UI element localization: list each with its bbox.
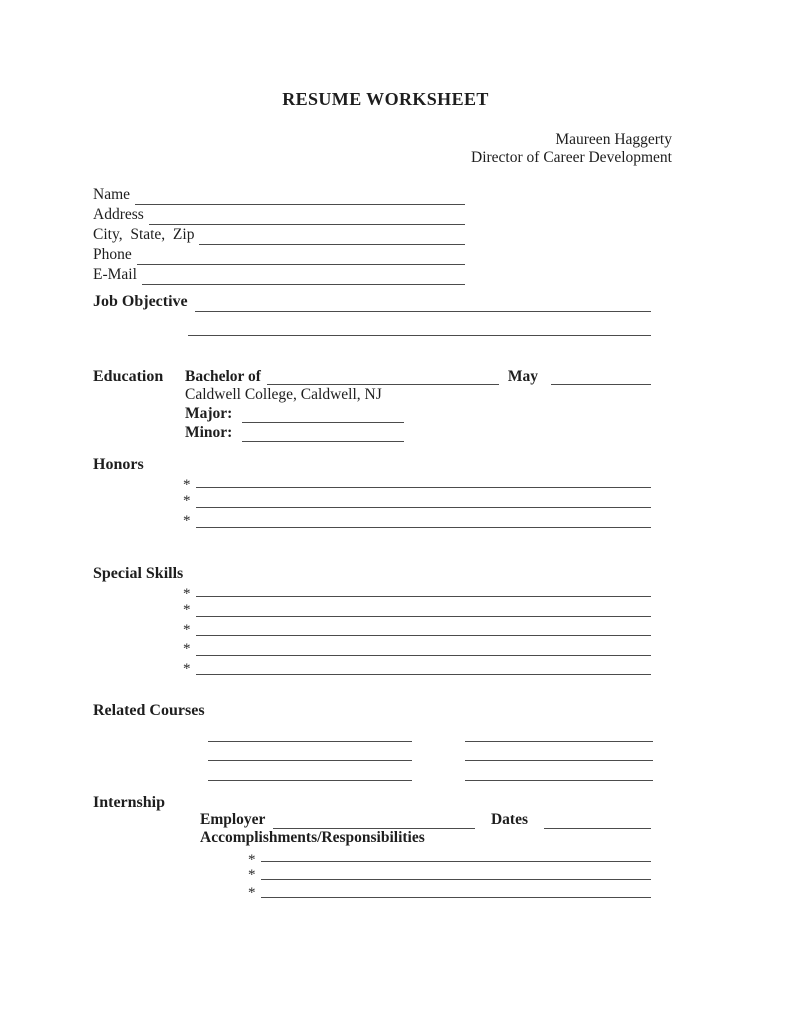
internship-bullet-row	[248, 847, 651, 868]
degree-fill-in-line	[267, 368, 499, 385]
education-section-label: Education	[93, 368, 164, 385]
email-field-label: E-Mail	[93, 266, 137, 283]
dates-label: Dates	[490, 811, 528, 828]
address-fill-in-line	[149, 205, 465, 225]
dates-fill-in-line	[544, 810, 651, 829]
accomplishments-label: Accomplishments/Responsibilities	[200, 829, 425, 846]
name-field-row	[93, 185, 465, 205]
honors-bullet-row	[183, 488, 651, 508]
minor-row	[185, 423, 651, 442]
special-skills-fill-in-line	[196, 581, 651, 597]
address-field-label: Address	[93, 206, 144, 223]
honors-fill-in-line	[196, 508, 651, 528]
name-field-label: Name	[93, 186, 131, 203]
related-courses-section	[93, 703, 651, 781]
asterisk-bullet: *	[183, 586, 191, 602]
address-field-row	[93, 205, 465, 225]
internship-bullet-row	[248, 880, 651, 901]
employer-label: Employer	[200, 811, 266, 828]
related-course-fill-in-line	[208, 761, 412, 781]
asterisk-bullet: *	[248, 867, 256, 883]
major-fill-in-line	[242, 404, 404, 423]
related-courses-section-label: Related Courses	[93, 702, 205, 719]
job-objective-row	[93, 292, 651, 312]
special-skills-bullet-row	[183, 636, 651, 656]
employer-dates-row	[200, 810, 651, 829]
related-courses-blank-lines	[208, 722, 651, 781]
honors-fill-in-line	[196, 472, 651, 488]
grad-month-label: May	[507, 368, 538, 385]
related-course-fill-in-line	[465, 722, 653, 742]
byline	[471, 131, 672, 166]
special-skills-section-label: Special Skills	[93, 565, 184, 582]
job-objective-section	[93, 292, 651, 336]
internship-fill-in-line	[261, 847, 651, 862]
asterisk-bullet: *	[183, 513, 191, 529]
city-state-zip-field-row	[93, 225, 465, 245]
employer-fill-in-line	[273, 810, 475, 829]
special-skills-bullet-row	[183, 617, 651, 637]
document-title: RESUME WORKSHEET	[282, 89, 489, 109]
asterisk-bullet: *	[183, 602, 191, 618]
asterisk-bullet: *	[248, 852, 256, 868]
honors-bullet-row	[183, 472, 651, 493]
special-skills-section	[93, 566, 651, 675]
name-fill-in-line	[135, 185, 465, 205]
asterisk-bullet: *	[183, 493, 191, 509]
school-name-text: Caldwell College, Caldwell, NJ	[185, 386, 382, 403]
minor-fill-in-line	[242, 423, 404, 442]
special-skills-fill-in-line	[196, 656, 651, 676]
asterisk-bullet: *	[183, 660, 191, 677]
special-skills-fill-in-line	[196, 597, 651, 617]
job-objective-label: Job Objective	[93, 293, 188, 310]
honors-bullet-row	[183, 508, 651, 528]
education-section	[93, 368, 651, 442]
email-field-row	[93, 265, 465, 285]
honors-blank-lines	[183, 472, 651, 528]
internship-section	[93, 794, 651, 901]
city-state-zip-fill-in-line	[199, 225, 465, 245]
internship-bullet-row	[248, 862, 651, 883]
city-state-zip-field-label: City, State, Zip	[93, 226, 195, 243]
special-skills-bullet-row	[183, 597, 651, 617]
special-skills-fill-in-line	[196, 636, 651, 656]
education-content	[185, 368, 651, 442]
contact-section	[93, 185, 465, 285]
special-skills-bullet-row	[183, 581, 651, 602]
major-label: Major:	[185, 405, 233, 422]
job-objective-fill-in-line	[195, 292, 651, 312]
related-course-fill-in-line	[465, 761, 653, 781]
job-objective-fill-in-line-2	[188, 312, 651, 336]
grad-year-fill-in-line	[551, 368, 651, 385]
phone-fill-in-line	[137, 245, 465, 265]
degree-row	[185, 368, 651, 385]
honors-section-label: Honors	[93, 456, 144, 473]
minor-label: Minor:	[185, 424, 233, 441]
internship-content	[200, 810, 651, 901]
internship-section-label: Internship	[93, 794, 166, 811]
asterisk-bullet: *	[248, 885, 256, 901]
related-course-fill-in-line	[208, 722, 412, 742]
internship-blank-lines	[248, 847, 651, 901]
asterisk-bullet: *	[183, 621, 191, 638]
internship-fill-in-line	[261, 880, 651, 898]
major-row	[185, 404, 651, 423]
phone-field-row	[93, 245, 465, 265]
byline-name: Maureen Haggerty	[555, 131, 672, 148]
special-skills-blank-lines	[183, 581, 651, 675]
special-skills-bullet-row	[183, 656, 651, 676]
honors-fill-in-line	[196, 488, 651, 508]
special-skills-fill-in-line	[196, 617, 651, 637]
related-course-fill-in-line	[465, 742, 653, 762]
internship-fill-in-line	[261, 862, 651, 880]
phone-field-label: Phone	[93, 246, 132, 263]
honors-section	[93, 457, 651, 528]
byline-role: Director of Career Development	[471, 148, 672, 166]
asterisk-bullet: *	[183, 641, 191, 657]
degree-prefix-label: Bachelor of	[185, 368, 261, 385]
related-course-fill-in-line	[208, 742, 412, 762]
asterisk-bullet: *	[183, 477, 191, 493]
email-fill-in-line	[142, 265, 465, 285]
